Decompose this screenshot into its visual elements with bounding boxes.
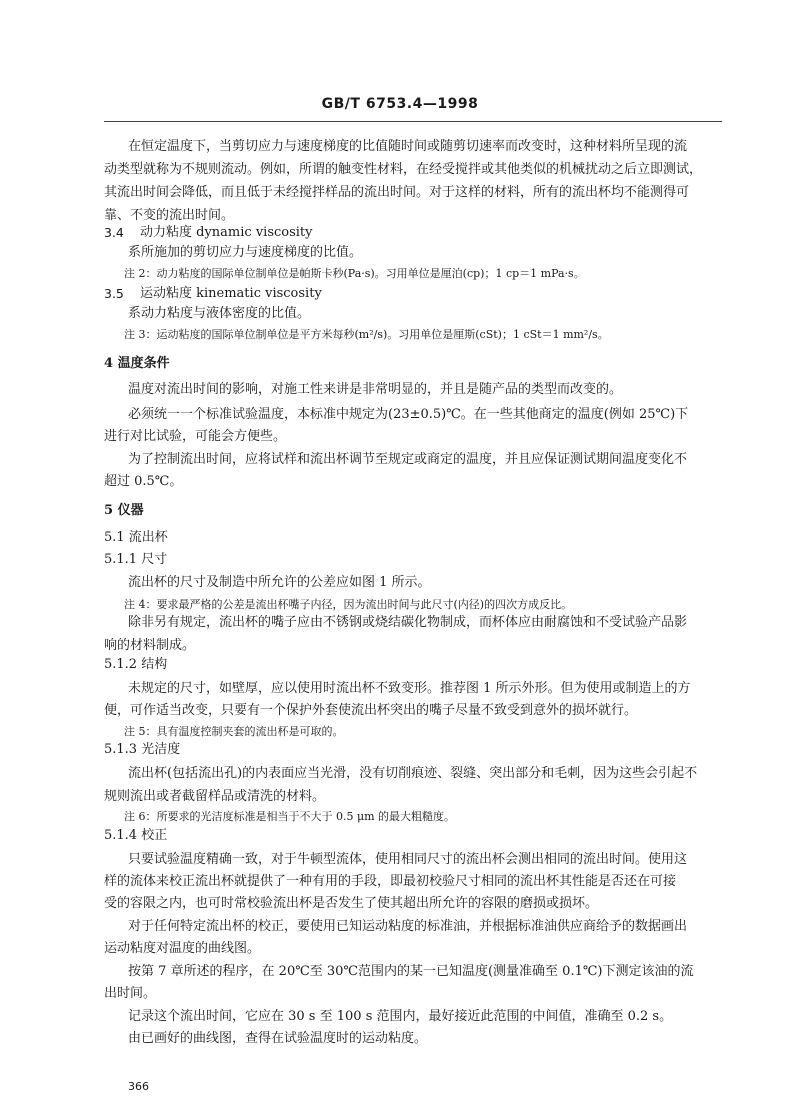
- paragraph-line: 进行对比试验，可能会方便些。: [104, 429, 287, 444]
- note-text: 注 6：所要求的光洁度标准是相当于不大于 0.5 μm 的最大粗糙度。: [124, 810, 456, 823]
- paragraph-line: 只要试验温度精确一致，对于牛顿型流体，使用相同尺寸的流出杯会测出相同的流出时间。使用这: [128, 852, 688, 867]
- paragraph-line: 靠、不变的流出时间。: [104, 208, 235, 223]
- subsection-heading: 5.1.2 结构: [104, 657, 168, 672]
- note-text: 注 5：具有温度控制夹套的流出杯是可取的。: [124, 725, 344, 738]
- note-text: 注 3：运动粘度的国际单位制单位是平方米每秒(m²/s)。习用单位是厘斯(cSt)；1 cSt＝1 mm²/s。: [124, 328, 609, 341]
- paragraph-line: 由已画好的曲线图，查得在试验温度时的运动粘度。: [128, 1031, 428, 1046]
- paragraph-line: 除非另有规定，流出杯的嘴子应由不锈钢或烧结碳化物制成，而杯体应由耐腐蚀和不受试验产品影: [128, 615, 688, 630]
- paragraph-line: 出时间。: [104, 986, 157, 1001]
- paragraph-line: 其流出时间会降低，而且低于未经搅拌样品的流出时间。对于这样的材料，所有的流出杯均不能测得可: [104, 185, 690, 200]
- paragraph-line: 流出杯(包括流出孔)的内表面应当光滑，没有切削痕迹、裂缝、突出部分和毛刺，因为这些会引起不: [128, 766, 698, 781]
- paragraph-line: 运动粘度对温度的曲线图。: [104, 941, 261, 956]
- section-heading: 5.1 流出杯: [104, 530, 168, 545]
- paragraph-line: 对于任何特定流出杯的校正，要使用已知运动粘度的标准油，并根据标准油供应商给予的数据画出: [128, 919, 688, 934]
- paragraph-line: 为了控制流出时间，应将试样和流出杯调节至规定或商定的温度，并且应保证测试期间温度变化不: [128, 452, 688, 467]
- paragraph-line: 响的材料制成。: [104, 638, 196, 653]
- chapter-heading: 5 仪器: [104, 503, 144, 518]
- page-number: 366: [128, 1080, 149, 1093]
- paragraph-line: 样的流体来校正流出杯就提供了一种有用的手段，即最初校验尺寸相同的流出杯其性能是否还在可接: [104, 874, 677, 889]
- paragraph-line: 动类型就称为不规则流动。例如，所谓的触变性材料，在经受搅拌或其他类似的机械扰动之后立即测试，: [104, 162, 703, 177]
- definition-text: 系动力粘度与液体密度的比值。: [128, 306, 311, 321]
- note-text: 注 4：要求最严格的公差是流出杯嘴子内径，因为流出时间与此尺寸(内径)的四次方成反比。: [124, 598, 573, 611]
- paragraph-line: 在恒定温度下，当剪切应力与速度梯度的比值随时间或随剪切速率而改变时，这种材料所呈现的流: [128, 139, 688, 154]
- subsection-heading: 5.1.1 尺寸: [104, 552, 168, 567]
- definition-text: 系所施加的剪切应力与速度梯度的比值。: [128, 245, 363, 260]
- paragraph-line: 便，可作适当改变，只要有一个保护外套使流出杯突出的嘴子尽量不致受到意外的损坏就行。: [104, 703, 638, 718]
- paragraph-line: 温度对流出时间的影响，对施工性来讲是非常明显的，并且是随产品的类型而改变的。: [128, 382, 623, 397]
- note-text: 注 2：动力粘度的国际单位制单位是帕斯卡秒(Pa·s)。习用单位是厘泊(cp)；1 cp＝1 mPa·s。: [124, 267, 585, 280]
- subsection-heading: 5.1.3 光洁度: [104, 742, 181, 757]
- paragraph-line: 记录这个流出时间，它应在 30 s 至 100 s 范围内，最好接近此范围的中间值，准确至 0.2 s。: [128, 1009, 673, 1024]
- section-number: 3.5: [104, 286, 124, 301]
- paragraph-line: 必须统一一个标准试验温度，本标准中规定为(23±0.5)℃。在一些其他商定的温度(例如 25℃)下: [128, 407, 689, 422]
- standard-number-header: GB/T 6753.4—1998: [321, 96, 479, 112]
- section-title: 运动粘度 kinematic viscosity: [140, 286, 322, 301]
- header-rule: [104, 121, 722, 122]
- subsection-heading: 5.1.4 校正: [104, 828, 168, 843]
- paragraph-line: 未规定的尺寸，如壁厚，应以使用时流出杯不致变形。推荐图 1 所示外形。但为使用或制造上的方: [128, 681, 691, 696]
- paragraph-line: 按第 7 章所述的程序，在 20℃至 30℃范围内的某一已知温度(测量准确至 0.1℃)下测定该油的流: [128, 964, 694, 979]
- section-number: 3.4: [104, 225, 124, 240]
- paragraph-line: 规则流出或者截留样品或清洗的材料。: [104, 789, 326, 804]
- paragraph-line: 受的容限之内，也可时常校验流出杯是否发生了使其超出所允许的容限的磨损或损坏。: [104, 896, 599, 911]
- section-title: 动力粘度 dynamic viscosity: [140, 225, 313, 240]
- chapter-heading: 4 温度条件: [104, 356, 170, 371]
- paragraph-line: 超过 0.5℃。: [104, 474, 183, 489]
- paragraph-line: 流出杯的尺寸及制造中所允许的公差应如图 1 所示。: [128, 575, 431, 590]
